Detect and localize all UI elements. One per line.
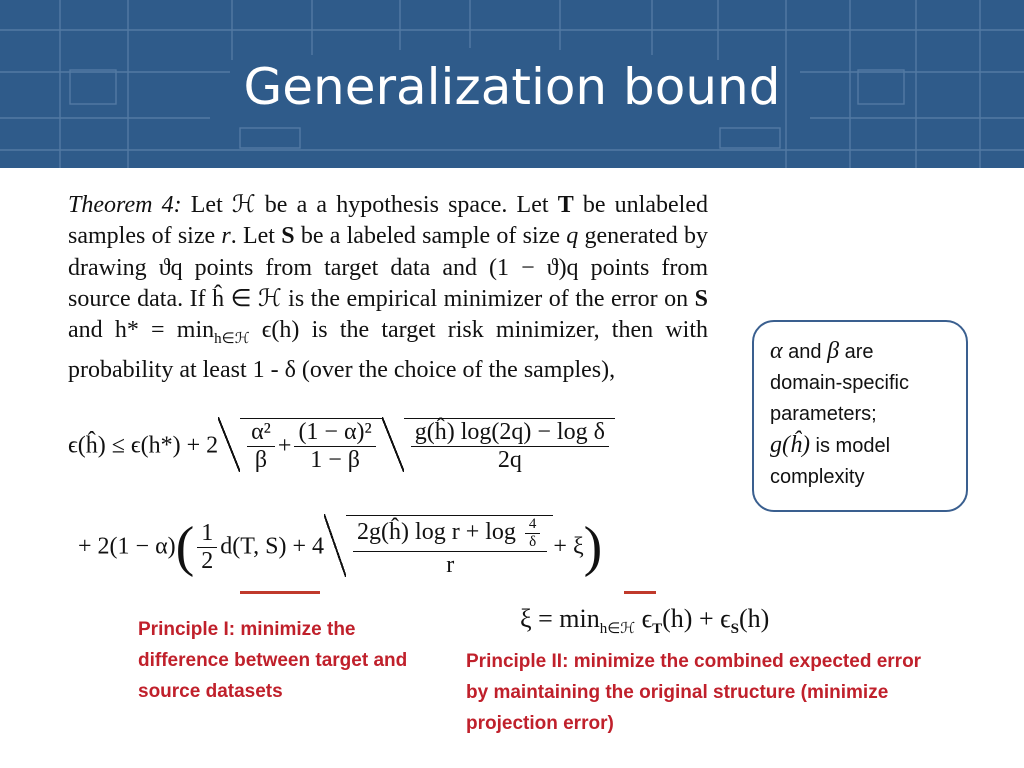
- fraction-denominator: 2q: [497, 447, 522, 473]
- fraction-numerator: 4: [525, 516, 541, 534]
- theorem-subscript: h∈ℋ: [214, 330, 250, 347]
- xi-subscript: h∈ℋ: [599, 621, 636, 638]
- theorem-part: Let ℋ be a a hypothesis space. Let: [181, 192, 558, 218]
- fraction-denominator: 1 − β: [310, 447, 360, 473]
- fraction-denominator: r: [446, 552, 455, 578]
- callout-text: is model: [809, 435, 891, 457]
- theorem-symbol-r: r: [221, 223, 231, 250]
- fraction-complexity: [411, 419, 609, 474]
- fraction-denominator: 2: [201, 547, 214, 574]
- theorem-part: be a labeled sample of size: [294, 223, 567, 250]
- theorem-symbol-q: q: [566, 223, 579, 250]
- fraction-numerator: α²: [247, 419, 275, 447]
- theorem-part: ϵ(h) is the target risk minimizer, then with probability at least 1 - δ (over the choice of the samples),: [68, 317, 708, 384]
- sqrt-term-1: [240, 418, 382, 474]
- fraction-denominator: δ: [529, 534, 537, 550]
- principle-two-underline: [624, 591, 656, 594]
- fraction-numerator: (1 − α)²: [294, 419, 375, 447]
- equation-lhs: ϵ(ĥ) ≤ ϵ(h*) + 2: [68, 432, 219, 459]
- alpha-symbol: α: [770, 338, 783, 364]
- fraction-numerator: 1: [197, 520, 217, 548]
- xi-def-text: (h) + ϵ: [662, 604, 731, 633]
- right-paren: ): [583, 516, 603, 578]
- fraction-numerator: [353, 516, 547, 552]
- callout-text: and: [782, 341, 828, 363]
- parameter-callout: [752, 320, 968, 512]
- theorem-text: [68, 190, 708, 387]
- xi-term: + ξ: [553, 533, 584, 560]
- xi-definition: [520, 604, 769, 638]
- callout-line-4: [770, 430, 950, 462]
- theorem-symbol-S: S: [281, 223, 295, 250]
- fraction-four-delta: [525, 516, 541, 551]
- principle-two: Principle II: minimize the combined expected error by maintaining the original structure (minimize projection error): [466, 651, 922, 734]
- callout-line-2: domain-specific: [770, 372, 909, 394]
- theorem-label: Theorem 4:: [68, 192, 182, 218]
- principle-one-underline: [240, 591, 320, 594]
- theorem-symbol-S: S: [694, 285, 708, 312]
- g-symbol: g(ĥ): [770, 432, 810, 458]
- theorem-part: . Let: [230, 223, 282, 250]
- fraction-half: [197, 520, 217, 575]
- callout-line-1: [770, 336, 950, 368]
- callout-line-3: parameters;: [770, 403, 877, 425]
- numerator-text: 2g(ĥ) log r + log: [357, 519, 522, 546]
- bound-equation-line-1: [68, 418, 615, 474]
- divergence-term: d(T, S) + 4: [220, 533, 325, 560]
- fraction-denominator: β: [254, 447, 268, 473]
- sqrt-term-3: [346, 515, 553, 579]
- fraction-alpha-beta: [247, 419, 275, 474]
- equation-line2-start: + 2(1 − α): [78, 533, 176, 560]
- xi-subscript-T: T: [652, 621, 663, 638]
- sqrt-term-2: [404, 418, 615, 474]
- callout-text: are: [839, 341, 874, 363]
- slide-title: Generalization bound: [243, 58, 781, 116]
- fraction-numerator: g(ĥ) log(2q) − log δ: [411, 419, 609, 447]
- xi-def-text: ξ = min: [520, 604, 600, 633]
- callout-line-5: complexity: [770, 466, 865, 488]
- theorem-part: and h* = min: [68, 317, 215, 344]
- theorem-symbol-T: T: [557, 192, 574, 218]
- theorem-part: be unlabeled samples of size: [68, 192, 708, 250]
- xi-def-text: (h): [739, 604, 770, 633]
- xi-subscript-S: S: [730, 621, 739, 638]
- left-paren: (: [175, 516, 195, 578]
- theorem-part: generated by drawing ϑq points from target data and (1 − ϑ)q points from source data. If ĥ ∈ ℋ is the empirical minimizer of the error on: [68, 223, 708, 312]
- fraction-log-r: [353, 516, 547, 579]
- xi-def-text: ϵ: [635, 604, 653, 633]
- slide-header: [0, 0, 1024, 168]
- beta-symbol: β: [827, 338, 840, 364]
- bound-equation-line-2: [78, 515, 602, 579]
- fraction-one-minus-alpha: [294, 419, 375, 474]
- plus-sign: +: [277, 433, 292, 459]
- principle-one: Principle I: minimize the difference between target and source datasets: [138, 619, 408, 702]
